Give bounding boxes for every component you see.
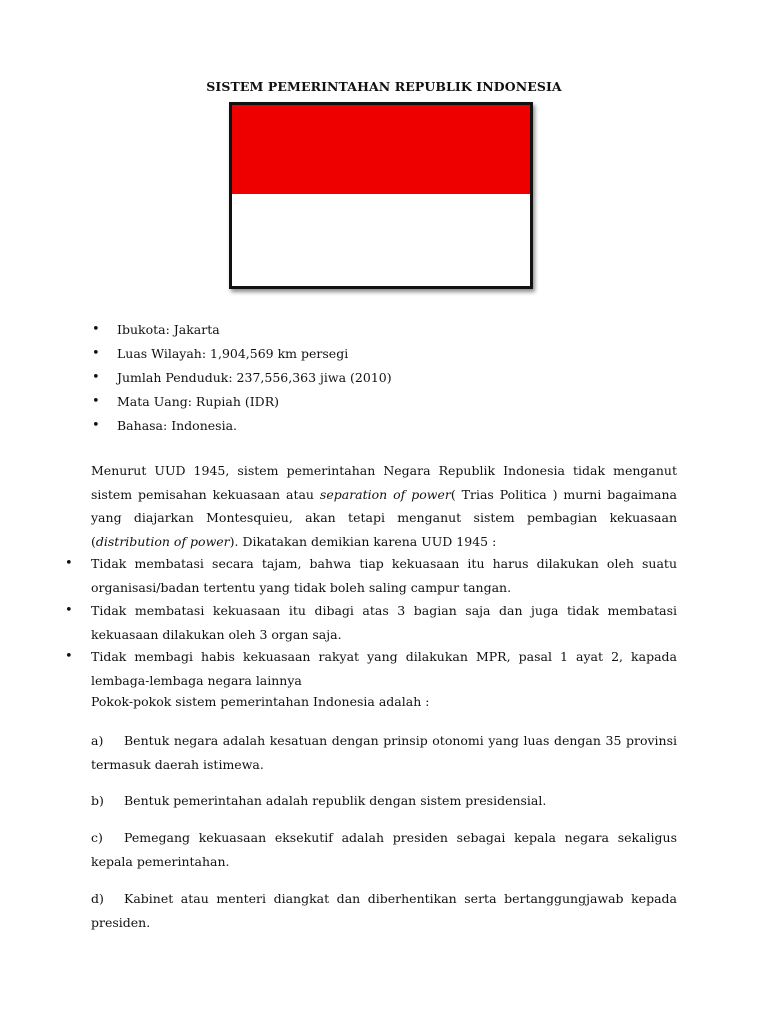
fact-population: • Jumlah Penduduk: 237,556,363 jiwa (2010): [92, 368, 392, 392]
indonesia-flag-image: [229, 102, 533, 289]
point-item: [91, 729, 677, 776]
bullet-text: Tidak membatasi kekuasaan itu dibagi atas 3 bagian saja dan juga tidak membatasi kekuasaan dilakukan oleh 3 organ saja.: [91, 603, 677, 642]
point-item: [91, 826, 677, 873]
country-facts-list: [92, 320, 392, 440]
fact-language: • Bahasa: Indonesia.: [92, 416, 392, 440]
point-item: [91, 789, 677, 813]
intro-text-3: ). Dikatakan demikian karena UUD 1945 :: [229, 533, 497, 549]
bullet-text: Tidak membatasi secara tajam, bahwa tiap kekuasaan itu harus dilakukan oleh suatu organisasi/badan tertentu yang tidak boleh saling campur tangan.: [91, 556, 677, 595]
point-label: a): [91, 733, 104, 748]
point-text: Bentuk pemerintahan adalah republik dengan sistem presidensial.: [124, 793, 547, 808]
bullet-text: Tidak membagi habis kekuasaan rakyat yang dilakukan MPR, pasal 1 ayat 2, kapada lembaga-lembaga negara lainnya: [91, 649, 677, 688]
fact-capital: • Ibukota: Jakarta: [92, 320, 392, 344]
point-item: [91, 887, 677, 934]
point-text: Pemegang kekuasaan eksekutif adalah presiden sebagai kepala negara sekaligus kepala pemerintahan.: [91, 830, 677, 869]
intro-text-2: ( Trias Politica ) murni bagaimana yang diajarkan Montesquieu, akan tetapi menganut sistem pembagian kekuasaan (: [91, 486, 677, 549]
point-label: b): [91, 793, 104, 808]
bullet-item: [65, 645, 677, 692]
intro-paragraph: [91, 459, 677, 553]
flag-white-stripe: [232, 194, 530, 286]
bullet-dot: •: [65, 556, 73, 571]
point-text: Kabinet atau menteri diangkat dan diberhentikan serta bertanggungjawab kepada presiden.: [91, 891, 677, 930]
bullet-item: [65, 599, 677, 646]
point-label: d): [91, 891, 104, 906]
point-label: c): [91, 830, 103, 845]
bullet-dot: •: [65, 649, 73, 664]
pokok-heading: Pokok-pokok sistem pemerintahan Indonesia adalah :: [91, 694, 430, 709]
intro-emphasis-2: distribution of power: [95, 533, 230, 549]
point-text: Bentuk negara adalah kesatuan dengan prinsip otonomi yang luas dengan 35 provinsi termasuk daerah istimewa.: [91, 733, 677, 772]
intro-text-1: Menurut UUD 1945, sistem pemerintahan Negara Republik Indonesia tidak menganut sistem pemisahan kekuasaan atau: [91, 463, 677, 502]
flag-red-stripe: [232, 105, 530, 194]
bullet-dot: •: [65, 603, 73, 618]
fact-currency: • Mata Uang: Rupiah (IDR): [92, 392, 392, 416]
fact-area: • Luas Wilayah: 1,904,569 km persegi: [92, 344, 392, 368]
bullet-item: [65, 552, 677, 599]
document-title: SISTEM PEMERINTAHAN REPUBLIK INDONESIA: [206, 79, 562, 94]
intro-emphasis-1: separation of power: [319, 486, 451, 502]
